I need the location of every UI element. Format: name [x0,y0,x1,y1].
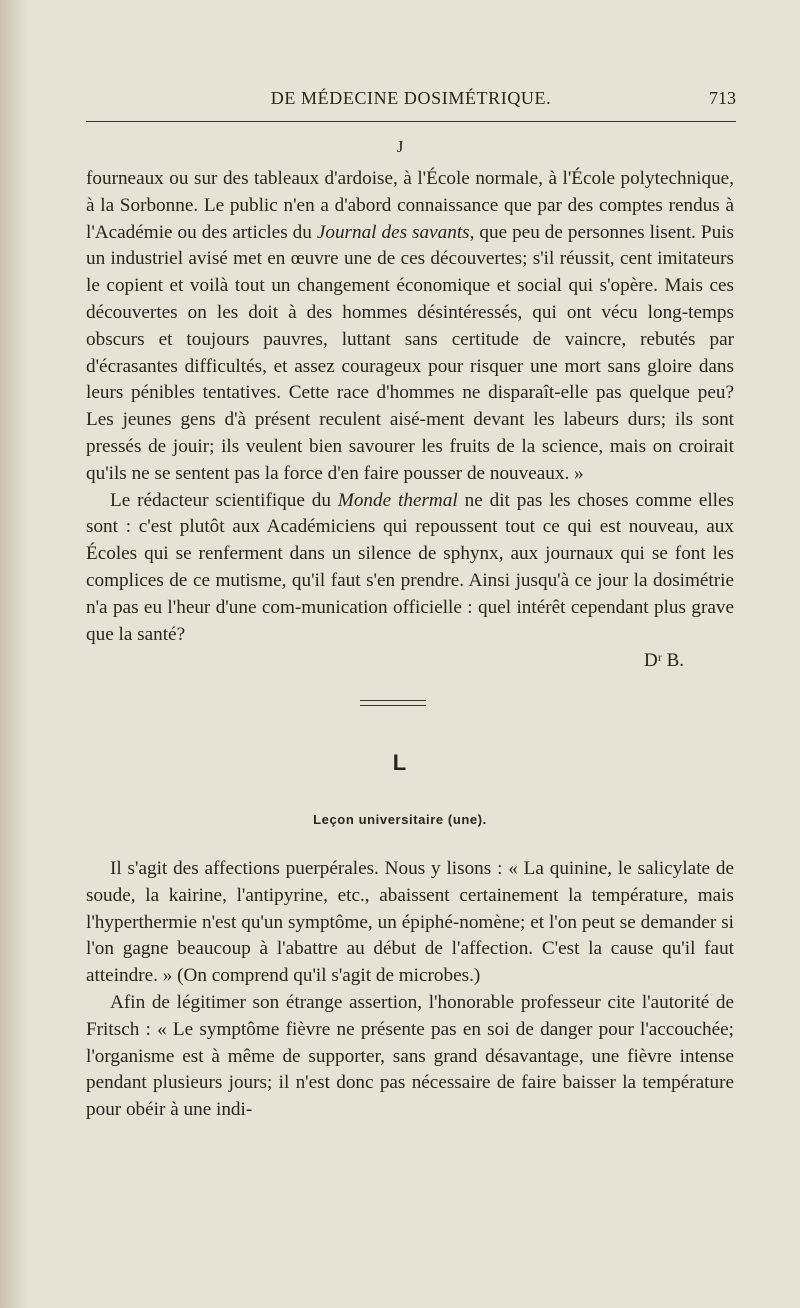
paragraph-text: Le rédacteur scientifique du [110,489,338,511]
section-letter: L [392,750,408,775]
journal-title: Monde thermal [337,489,458,511]
paragraph [86,166,734,488]
article-title: Leçon universitaire (une). [313,812,487,827]
paragraph: Il s'agit des affections puerpérales. Nous y lisons : « La quinine, le salicylate de soude, la kairine, l'antipyrine, etc., abaissent certainement la température, mais l'hyperthermie n'est qu'un symptôme, un épiphé-nomène; et l'on peut se demander si l'on gagne beaucoup à l'abattre au début de l'affection. C'est la cause qu'il faut atteindre. » (On comprend qu'il s'agit de microbes.) [86,858,734,987]
page-number: 713 [709,88,736,108]
page-edge-shadow [0,0,28,1308]
running-head: DE MÉDECINE DOSIMÉTRIQUE. [270,88,552,108]
journal-title: Journal des savants [316,221,470,243]
body-text-top [86,166,734,648]
paragraph: Afin de légitimer son étrange assertion, l'honorable professeur cite l'autorité de Fritsch : « Le symptôme fièvre ne présente pas en soi de danger pour l'accouchée; l'organisme est à même de supporter, sans grand désavantage, une fièvre intense pendant plusieurs jours; il n'est donc pas nécessaire de faire baisser la température pour obéir à une indi- [86,991,734,1121]
paragraph [86,488,734,649]
section-divider [360,700,426,706]
page-header [86,88,736,114]
body-text-bottom [86,856,734,1124]
paragraph-text: ne dit pas les choses comme elles sont : c'est plutôt aux Académiciens qui repoussent tout ce qui est nouveau, aux Écoles qui se renferment dans un silence de sphynx, aux journaux qui se font les complices de ce mutisme, qu'il faut s'en prendre. Ainsi jusqu'à ce jour la dosimétrie n'a pas eu l'heur d'une com-munication officielle : quel intérêt cependant plus grave que la santé? [86,489,734,645]
author-signature: Dʳ B. [643,650,684,671]
signature-mark: J [396,137,404,156]
header-rule [86,121,736,122]
paragraph-text: , que peu de personnes lisent. Puis un industriel avisé met en œuvre une de ces découvertes; s'il réussit, cent imitateurs le copient et voilà tout un changement économique et social qui s'opère. Mais ces découvertes on les doit à des hommes désintéressés, qui ont vécu long-temps obscurs et toujours pauvres, luttant sans certitude de vaincre, rebutés par d'écrasantes difficultés, et assez courageux pour risquer une mort sans gloire dans leurs pénibles tentatives. Cette race d'hommes ne disparaît-elle pas quelque peu? Les jeunes gens d'à présent reculent aisé-ment devant les labeurs durs; ils sont pressés de jouir; ils veulent bien savourer les fruits de la science, mais on croirait qu'ils ne se sentent pas la force d'en faire pousser de nouveaux. » [86,221,734,484]
paragraph-text: fourneaux ou sur des tableaux d'ardoise, à l'École normale, à l'École polytechnique, à la Sorbonne. Le public n'en a d'abord connaissance que par des comptes rendus à l'Académie ou des articles du [86,168,734,243]
